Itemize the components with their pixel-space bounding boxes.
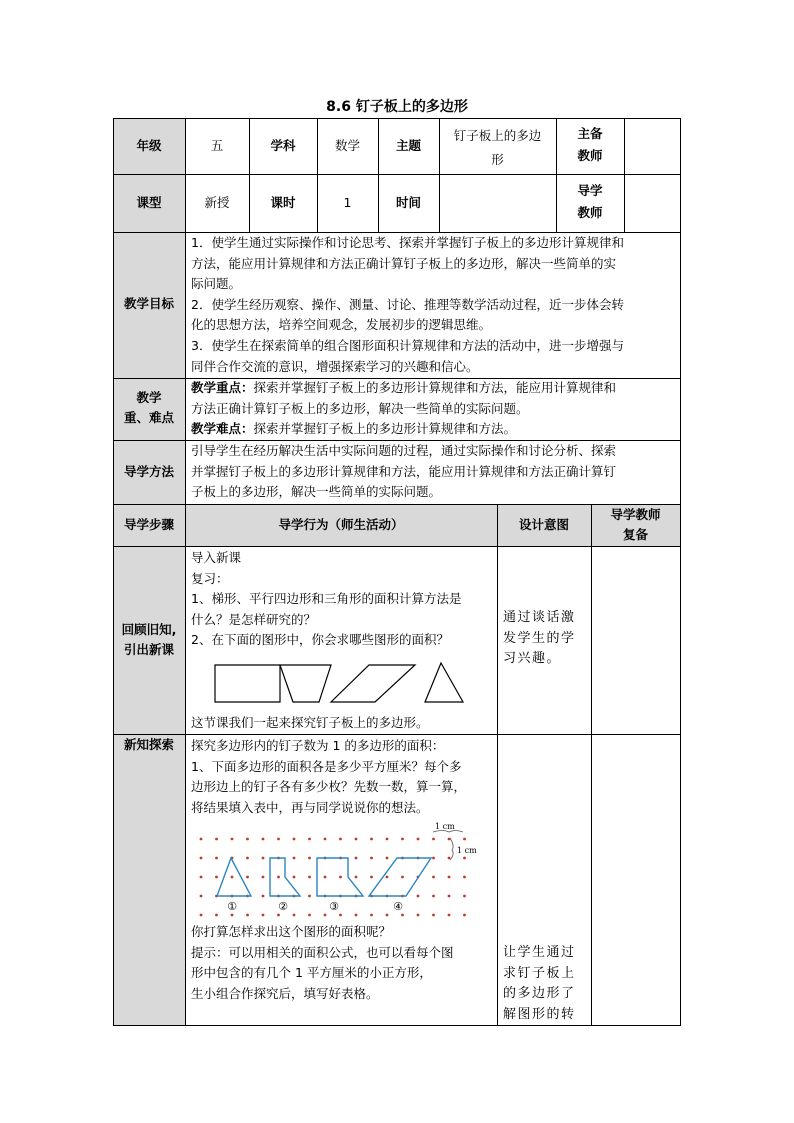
- peg-dot: [215, 857, 218, 860]
- hint-line: 形中包含的有几个 1 平方厘米的小正方形，: [191, 965, 432, 981]
- type-label: 课型: [136, 195, 162, 210]
- steps-header-prep-1: 导学教师: [610, 507, 661, 522]
- review-label-2: 引出新课: [123, 642, 174, 657]
- peg-dot: [432, 857, 435, 860]
- topic-value-line1: 钉子板上的多边: [453, 128, 542, 143]
- peg-dot: [463, 857, 466, 860]
- method-line: 引导学生在经历解决生活中实际问题的过程，通过实际操作和讨论分析、探索: [191, 443, 617, 458]
- key-point-text-2: 方法正确计算钉子板上的多边形，解决一些简单的实际问题。: [191, 400, 529, 416]
- unit-brace-side: [450, 838, 453, 860]
- peg-dot: [401, 838, 404, 841]
- shape-label-2: ②: [278, 900, 288, 913]
- guide-teacher-label-1: 导学: [577, 183, 603, 198]
- peg-dot: [293, 857, 296, 860]
- difficult-point-label: 教学难点：: [191, 421, 254, 437]
- peg-dot: [246, 914, 249, 917]
- peg-dot: [339, 914, 342, 917]
- table-line: [113, 734, 681, 735]
- review-line: 什么？是怎样研究的？: [191, 611, 317, 627]
- peg-dot: [339, 838, 342, 841]
- explore-question: 你打算怎样求出这个图形的面积呢？: [191, 924, 392, 939]
- objectives-text: [191, 233, 679, 377]
- peg-dot: [432, 914, 435, 917]
- peg-dot: [293, 876, 296, 879]
- review-shapes: [185, 655, 497, 710]
- polygon-1-shape: [217, 858, 251, 896]
- topic-value-line2: 形: [491, 152, 504, 167]
- peg-dot: [432, 876, 435, 879]
- hint-line: 提示：可以用相关的面积公式，也可以看每个图: [191, 944, 454, 960]
- peg-dot: [246, 838, 249, 841]
- unit-label-side: 1 cm: [457, 846, 477, 855]
- explore-line: 将结果填入表中，再与同学说说你的想法。: [191, 799, 429, 815]
- peg-dot: [463, 914, 466, 917]
- peg-dot: [262, 857, 265, 860]
- peg-dot: [215, 914, 218, 917]
- peg-dot: [308, 838, 311, 841]
- keypoints-text: [191, 378, 679, 440]
- review-line: 1、梯形、平行四边形和三角形的面积计算方法是: [191, 591, 462, 607]
- method-label: 导学方法: [123, 464, 174, 479]
- steps-header-intent: 设计意图: [518, 517, 569, 532]
- lead-teacher-label-2: 教师: [577, 148, 603, 163]
- peg-dot: [370, 914, 373, 917]
- peg-dot: [277, 914, 280, 917]
- explore-intent-line: 让学生通过: [503, 945, 576, 960]
- key-point-label: 教学重点：: [191, 380, 254, 395]
- peg-dot: [432, 895, 435, 898]
- peg-dot: [200, 857, 203, 860]
- objective-line: 际问题。: [191, 276, 242, 292]
- explore-label: 新知探索: [123, 737, 174, 752]
- peg-dot: [262, 838, 265, 841]
- steps-header-prep-2: 复备: [622, 527, 648, 542]
- method-line: 并掌握钉子板上的多边形计算规律和方法，能应用计算规律和方法正确计算钉: [191, 463, 617, 479]
- method-line: 子板上的多边形，解决一些简单的实际问题。: [191, 484, 442, 500]
- peg-dot: [308, 857, 311, 860]
- subject-label: 学科: [270, 138, 296, 153]
- time-label: 时间: [395, 195, 421, 210]
- explore-intent-line: 的多边形了: [503, 986, 576, 1001]
- peg-dot: [370, 857, 373, 860]
- table-line: [113, 174, 681, 175]
- shape-label-4: ④: [393, 900, 403, 913]
- steps-header-step: 导学步骤: [123, 517, 174, 532]
- objective-line: 同伴合作交流的意识，增强探索学习的兴趣和信心。: [191, 358, 479, 374]
- peg-dot: [324, 914, 327, 917]
- hours-label: 课时: [270, 195, 296, 210]
- lead-teacher-label-1: 主备: [577, 126, 603, 141]
- guide-teacher-label-2: 教师: [577, 205, 603, 220]
- objective-line: 3．使学生在探索简单的组合图形面积计算规律和方法的活动中，进一步增强与: [191, 337, 624, 353]
- peg-dot: [262, 895, 265, 898]
- pegboard-figure: [185, 818, 497, 920]
- peg-dot: [386, 857, 389, 860]
- peg-dot: [355, 857, 358, 860]
- peg-dot: [463, 838, 466, 841]
- peg-dot: [448, 914, 451, 917]
- peg-dot: [231, 838, 234, 841]
- peg-dot: [417, 914, 420, 917]
- peg-dot: [308, 895, 311, 898]
- peg-dot: [262, 876, 265, 879]
- peg-dot: [432, 838, 435, 841]
- trapezoid-shape: [280, 665, 331, 702]
- explore-line: 探究多边形内的钉子数为 1 的多边形的面积：: [191, 738, 445, 753]
- polygon-2-shape: [270, 858, 300, 896]
- review-line: 复习：: [191, 570, 229, 586]
- topic-label: 主题: [395, 138, 421, 153]
- peg-dot: [324, 876, 327, 879]
- peg-dot: [401, 914, 404, 917]
- objective-line: 1．使学生通过实际操作和讨论思考、探索并掌握钉子板上的多边形计算规律和: [191, 235, 624, 250]
- grade-value: 五: [210, 138, 224, 153]
- table-line: [497, 504, 498, 1026]
- peg-dot: [386, 876, 389, 879]
- peg-dot: [246, 857, 249, 860]
- table-line: [113, 1025, 681, 1026]
- table-line: [624, 118, 625, 232]
- review-intent: [503, 608, 589, 670]
- review-line: 2、在下面的图形中，你会求哪些图形的面积？: [191, 632, 449, 648]
- table-line: [591, 504, 592, 1026]
- peg-dot: [277, 838, 280, 841]
- table-line: [113, 118, 681, 119]
- hint-line: 生小组合作探究后，填写好表格。: [191, 985, 379, 1001]
- peg-dot: [463, 895, 466, 898]
- shape-label-3: ③: [329, 900, 339, 913]
- subject-value: 数学: [334, 138, 360, 153]
- explore-line: 边形边上的钉子各有多少枚？先数一数，算一算，: [191, 779, 467, 795]
- table-line: [113, 118, 114, 1026]
- peg-dot: [370, 838, 373, 841]
- explore-text: [191, 736, 497, 818]
- review-intent-line: 发学生的学: [503, 630, 576, 646]
- label-bg-explore: [113, 734, 185, 1026]
- explore-line: 1、下面多边形的面积各是多少平方厘米？每个多: [191, 758, 462, 774]
- peg-dot: [355, 876, 358, 879]
- review-text: [191, 548, 497, 651]
- table-line: [113, 546, 681, 547]
- triangle-shape: [425, 663, 463, 702]
- difficult-point-text: 探索并掌握钉子板上的多边形计算规律和方法。: [253, 421, 517, 437]
- peg-dot: [200, 838, 203, 841]
- review-label-1: 回顾旧知,: [121, 622, 177, 637]
- peg-dot: [339, 876, 342, 879]
- peg-dot: [417, 838, 420, 841]
- peg-dot: [308, 914, 311, 917]
- peg-dot: [448, 895, 451, 898]
- peg-dot: [293, 838, 296, 841]
- unit-label-top: 1 cm: [435, 822, 455, 831]
- review-line: 导入新课: [191, 550, 242, 565]
- peg-dot: [355, 838, 358, 841]
- peg-dot: [215, 838, 218, 841]
- grade-label: 年级: [136, 138, 162, 153]
- explore-intent-line: 求钉子板上: [503, 965, 576, 981]
- method-text: [191, 441, 679, 503]
- explore-question-block: [191, 922, 497, 1004]
- review-closing: 这节课我们一起来探究钉子板上的多边形。: [191, 715, 429, 730]
- peg-dot: [355, 914, 358, 917]
- peg-dot: [200, 876, 203, 879]
- peg-dot: [401, 876, 404, 879]
- peg-dot: [246, 876, 249, 879]
- explore-intent-line: 解图形的转: [503, 1006, 576, 1022]
- peg-dot: [262, 914, 265, 917]
- objectives-label: 教学目标: [123, 296, 174, 311]
- peg-dot: [308, 876, 311, 879]
- peg-dot: [277, 876, 280, 879]
- keypoints-label-2: 重、难点: [123, 410, 174, 425]
- rectangle-shape: [215, 665, 280, 702]
- peg-dot: [324, 838, 327, 841]
- peg-dot: [215, 876, 218, 879]
- peg-dot: [417, 895, 420, 898]
- shape-label-1: ①: [227, 900, 237, 913]
- keypoints-label-1: 教学: [136, 390, 162, 405]
- objective-line: 化的思想方法，培养空间观念，发展初步的逻辑思维。: [191, 317, 492, 333]
- peg-dot: [386, 838, 389, 841]
- peg-dot: [231, 914, 234, 917]
- table-line: [680, 118, 681, 1026]
- polygon-4-shape: [369, 858, 431, 896]
- type-value: 新授: [204, 195, 230, 210]
- peg-dot: [200, 895, 203, 898]
- hours-value: 1: [343, 195, 352, 210]
- peg-dot: [448, 876, 451, 879]
- peg-dot: [386, 914, 389, 917]
- explore-intent: [503, 943, 589, 1025]
- page-title: 8.6 钉子板上的多边形: [326, 99, 468, 115]
- review-intent-line: 通过谈话激: [503, 610, 576, 625]
- objective-line: 方法，能应用计算规律和方法正确计算钉子板上的多边形，解决一些简单的实: [191, 255, 617, 271]
- objective-line: 2．使学生经历观察、操作、测量、讨论、推理等数学活动过程，近一步体会转: [191, 296, 624, 312]
- key-point-text: 探索并掌握钉子板上的多边形计算规律和方法，能应用计算规律和: [253, 380, 617, 395]
- peg-dot: [293, 914, 296, 917]
- steps-header-behavior: 导学行为（师生活动）: [278, 517, 404, 532]
- parallelogram-shape: [331, 665, 415, 702]
- peg-dot: [370, 876, 373, 879]
- peg-dot: [448, 857, 451, 860]
- peg-dot: [200, 914, 203, 917]
- peg-dot: [463, 876, 466, 879]
- peg-dot: [231, 876, 234, 879]
- review-intent-line: 习兴趣。: [503, 651, 562, 666]
